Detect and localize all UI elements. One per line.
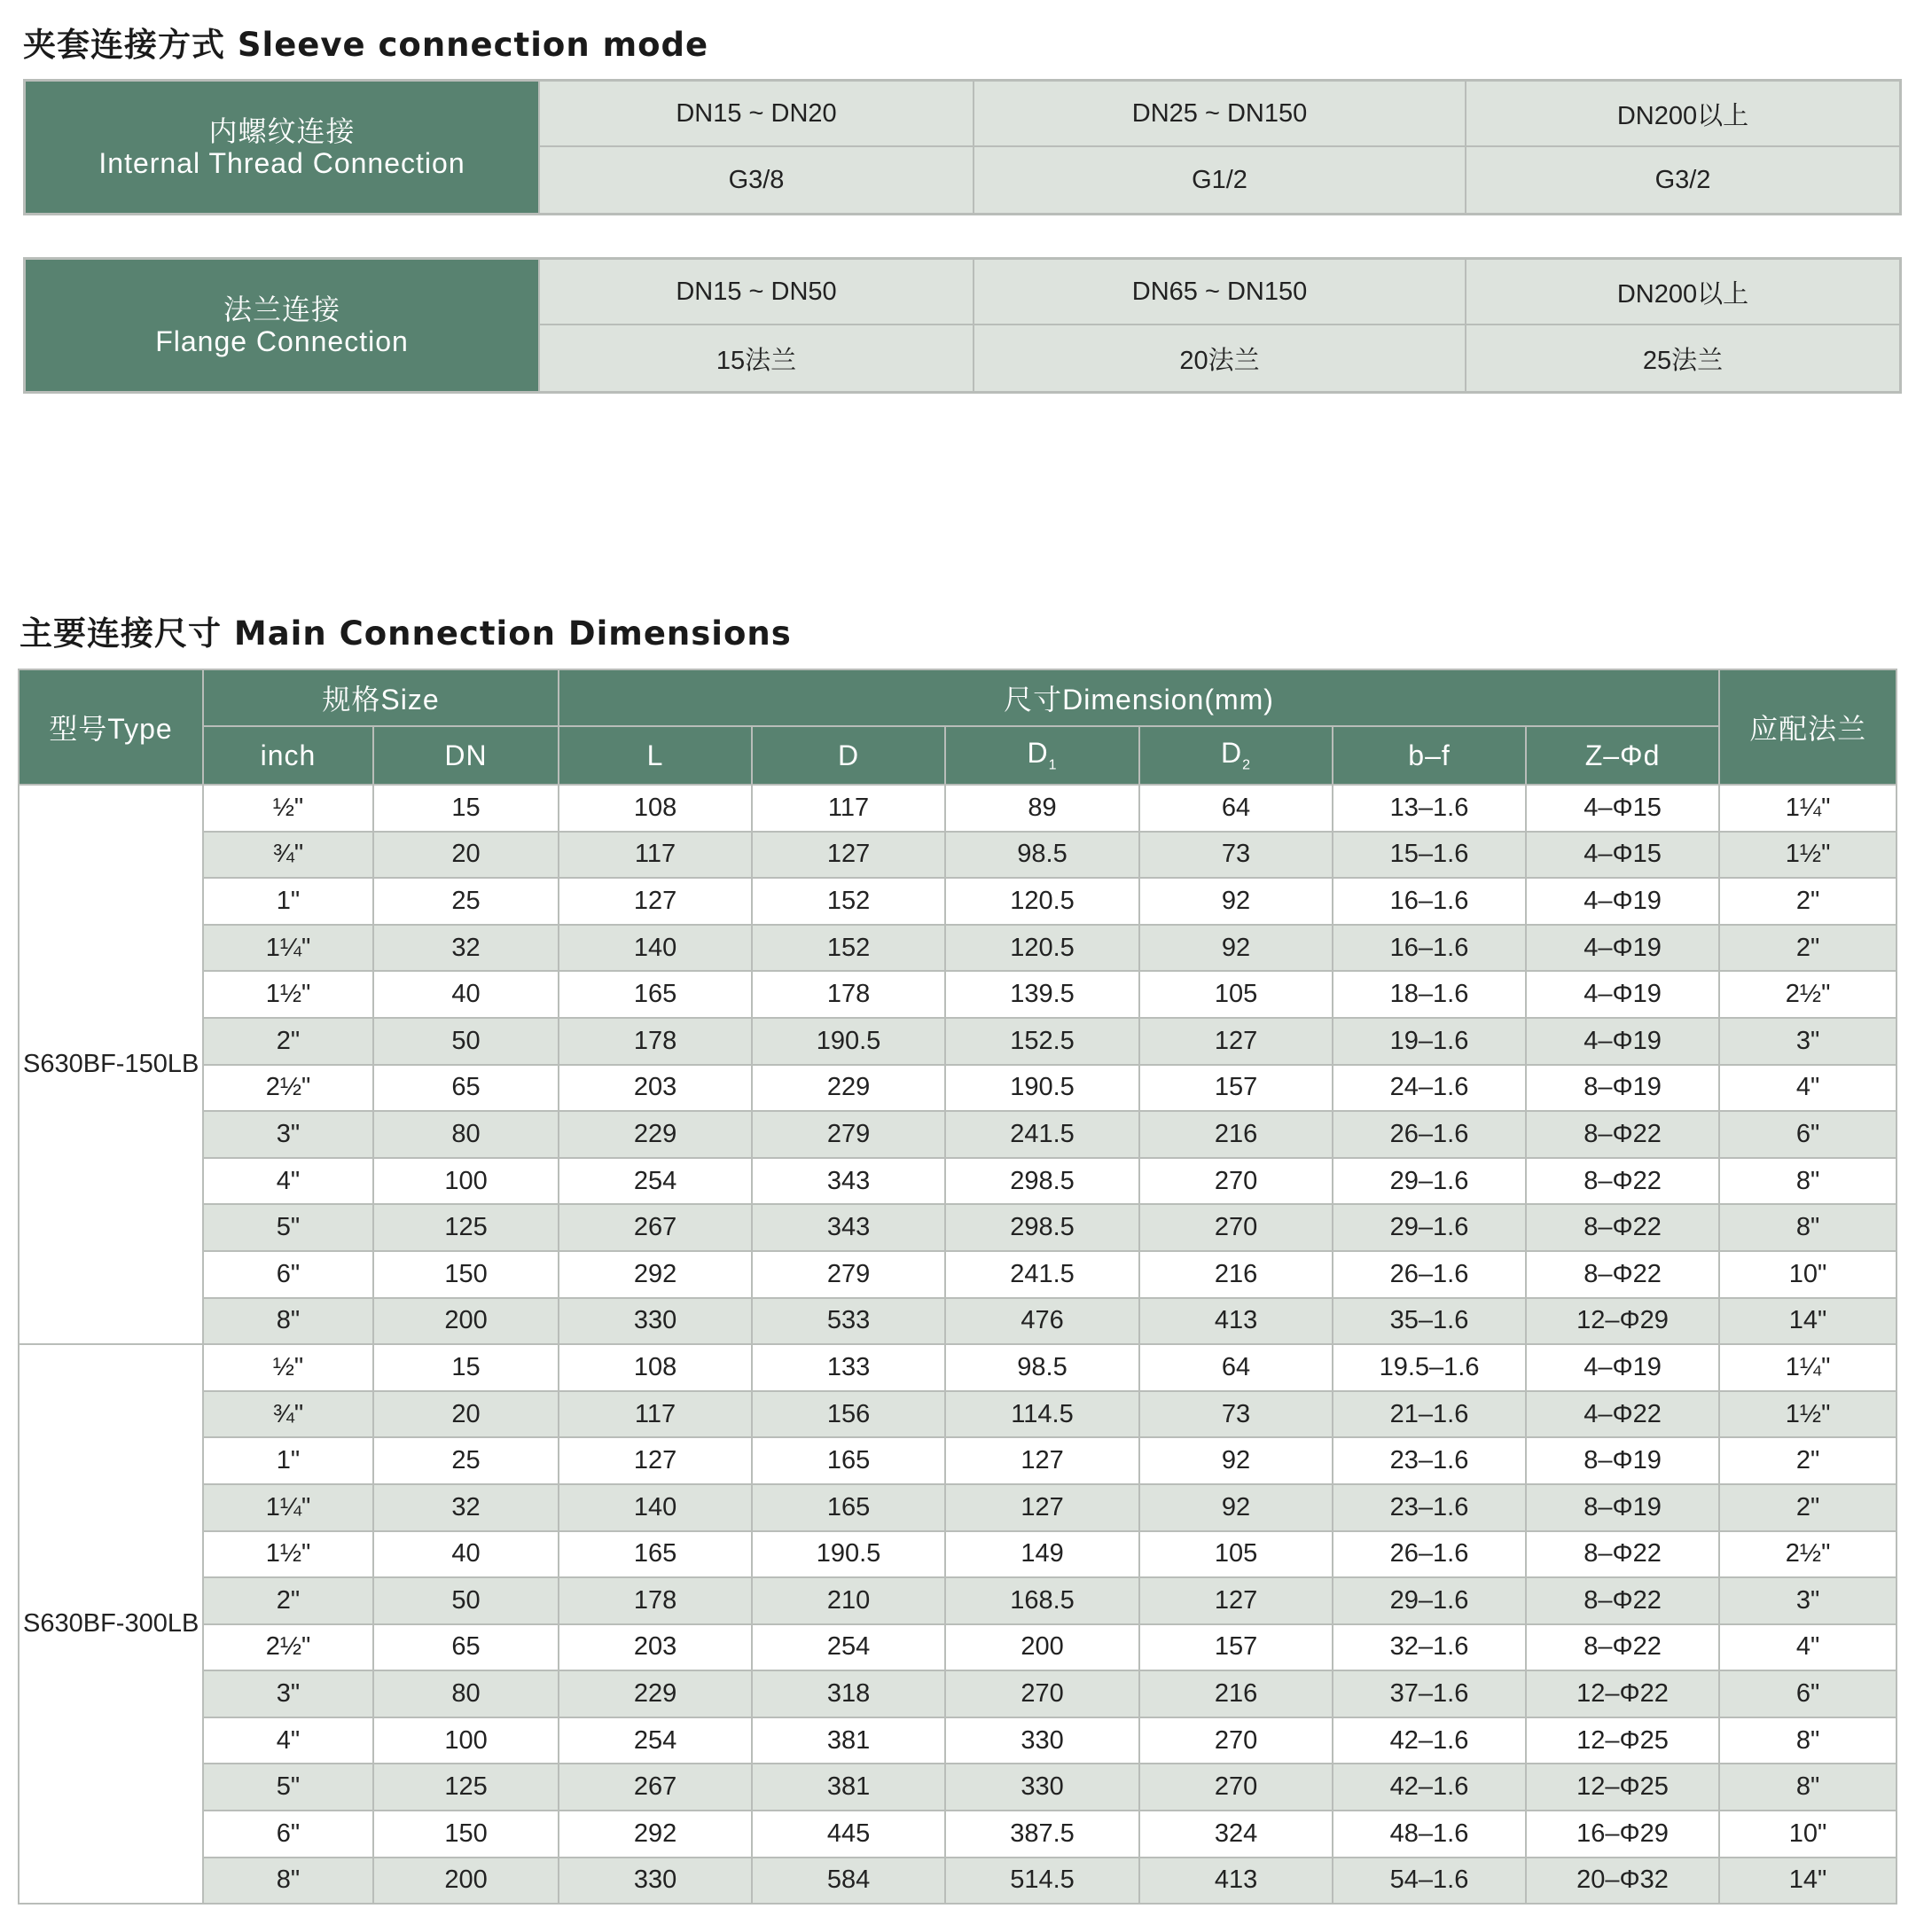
table-cell: 157 [1139,1065,1333,1112]
dimensions-table-body [19,785,1896,1904]
table-cell: 152.5 [945,1018,1139,1065]
table-cell: 8" [1719,1764,1896,1811]
table-cell: 514.5 [945,1858,1139,1905]
flange-value-cell: 15法兰 [540,325,974,391]
table-cell: 92 [1139,878,1333,925]
table-cell: 25 [373,878,559,925]
table-cell: 178 [559,1018,752,1065]
table-cell: 381 [752,1717,945,1764]
table-cell: 6" [203,1811,373,1858]
table-cell: 330 [945,1764,1139,1811]
table-row [19,785,1896,832]
table-cell: 8–Φ22 [1526,1624,1719,1671]
table-cell: 92 [1139,1484,1333,1531]
table-cell: 2½" [203,1624,373,1671]
table-cell: 1½" [1719,832,1896,879]
table-cell: 20–Φ32 [1526,1858,1719,1905]
table-cell: 279 [752,1111,945,1158]
header-d2-sub: 2 [1242,757,1252,773]
table-cell: 200 [373,1298,559,1345]
table-cell: 19–1.6 [1333,1018,1526,1065]
table-cell: 2" [1719,1437,1896,1484]
table-cell: 279 [752,1251,945,1298]
table-cell: 1" [203,878,373,925]
header-dimension: 尺寸Dimension(mm) [559,669,1719,726]
table-cell: 4" [203,1717,373,1764]
table-cell: 120.5 [945,925,1139,972]
header-size: 规格Size [203,669,559,726]
table-cell: 20 [373,1391,559,1438]
table-cell: 23–1.6 [1333,1437,1526,1484]
table-cell: ¾" [203,832,373,879]
table-cell: 12–Φ25 [1526,1717,1719,1764]
type-cell: S630BF-300LB [19,1344,203,1904]
dimensions-table-header [19,669,1896,785]
table-cell: 4–Φ19 [1526,971,1719,1018]
table-cell: 48–1.6 [1333,1811,1526,1858]
table-cell: 1½" [1719,1391,1896,1438]
table-cell: 32–1.6 [1333,1624,1526,1671]
table-cell: 1½" [203,1531,373,1578]
table-cell: 16–1.6 [1333,925,1526,972]
thread-connection-grid [540,82,1899,213]
table-cell: 42–1.6 [1333,1764,1526,1811]
table-cell: 2½" [1719,1531,1896,1578]
table-row [19,832,1896,879]
table-cell: 200 [373,1858,559,1905]
table-cell: 200 [945,1624,1139,1671]
table-cell: 318 [752,1670,945,1717]
header-inch: inch [203,726,373,785]
table-cell: 292 [559,1811,752,1858]
table-cell: 127 [1139,1018,1333,1065]
table-cell: 50 [373,1577,559,1624]
table-cell: 117 [559,832,752,879]
thread-range-cell: DN200以上 [1466,82,1899,147]
table-row [19,1344,1896,1391]
table-cell: 152 [752,925,945,972]
table-cell: 165 [752,1484,945,1531]
table-cell: 8–Φ19 [1526,1484,1719,1531]
table-cell: 2" [203,1018,373,1065]
table-cell: ½" [203,1344,373,1391]
table-row [19,1764,1896,1811]
table-cell: 120.5 [945,878,1139,925]
table-cell: 270 [1139,1158,1333,1205]
table-cell: 125 [373,1204,559,1251]
table-cell: 413 [1139,1858,1333,1905]
table-cell: 2" [1719,878,1896,925]
table-row [19,971,1896,1018]
table-cell: 157 [1139,1624,1333,1671]
thread-value-cell: G3/8 [540,147,974,213]
table-row [19,1717,1896,1764]
table-cell: 8" [203,1858,373,1905]
table-cell: 13–1.6 [1333,785,1526,832]
table-cell: 100 [373,1158,559,1205]
table-cell: 42–1.6 [1333,1717,1526,1764]
table-cell: 140 [559,925,752,972]
table-cell: 4" [1719,1624,1896,1671]
table-cell: 50 [373,1018,559,1065]
table-cell: 98.5 [945,832,1139,879]
table-cell: 117 [559,1391,752,1438]
flange-range-cell: DN200以上 [1466,260,1899,325]
table-cell: 73 [1139,1391,1333,1438]
table-cell: 64 [1139,1344,1333,1391]
table-cell: 216 [1139,1670,1333,1717]
thread-connection-label [26,82,540,213]
table-cell: 216 [1139,1111,1333,1158]
table-cell: 387.5 [945,1811,1139,1858]
table-cell: 14" [1719,1298,1896,1345]
table-cell: 178 [559,1577,752,1624]
table-cell: ½" [203,785,373,832]
thread-label-en: Internal Thread Connection [98,147,465,179]
table-cell: 190.5 [752,1018,945,1065]
table-cell: 241.5 [945,1251,1139,1298]
table-cell: 2½" [203,1065,373,1112]
table-cell: 330 [559,1858,752,1905]
table-cell: 26–1.6 [1333,1251,1526,1298]
table-cell: 12–Φ29 [1526,1298,1719,1345]
thread-range-cell: DN25 ~ DN150 [974,82,1466,147]
table-cell: 15 [373,1344,559,1391]
table-cell: 4–Φ19 [1526,925,1719,972]
table-cell: 98.5 [945,1344,1139,1391]
header-zd: Z–Φd [1526,726,1719,785]
flange-range-cell: DN15 ~ DN50 [540,260,974,325]
table-cell: 26–1.6 [1333,1111,1526,1158]
table-cell: 8–Φ22 [1526,1111,1719,1158]
table-cell: 267 [559,1204,752,1251]
type-cell: S630BF-150LB [19,785,203,1344]
table-cell: 216 [1139,1251,1333,1298]
table-cell: 168.5 [945,1577,1139,1624]
table-cell: 23–1.6 [1333,1484,1526,1531]
flange-label-cn: 法兰连接 [223,293,340,325]
table-row [19,1624,1896,1671]
table-cell: 6" [1719,1670,1896,1717]
table-cell: 40 [373,971,559,1018]
table-cell: 267 [559,1764,752,1811]
flange-connection-box [23,257,1902,394]
thread-label-cn: 内螺纹连接 [208,115,356,147]
thread-value-cell: G1/2 [974,147,1466,213]
table-cell: 65 [373,1065,559,1112]
table-cell: 127 [752,832,945,879]
table-cell: 165 [752,1437,945,1484]
table-row [19,1437,1896,1484]
thread-connection-box [23,79,1902,215]
table-cell: 54–1.6 [1333,1858,1526,1905]
table-cell: 125 [373,1764,559,1811]
table-cell: 127 [1139,1577,1333,1624]
table-cell: 40 [373,1531,559,1578]
flange-label-en: Flange Connection [155,325,409,357]
table-cell: 10" [1719,1251,1896,1298]
table-cell: 1¼" [203,925,373,972]
flange-connection-grid [540,260,1899,391]
table-cell: 270 [1139,1764,1333,1811]
table-cell: 165 [559,971,752,1018]
table-row [19,878,1896,925]
table-cell: 65 [373,1624,559,1671]
table-cell: 108 [559,1344,752,1391]
table-cell: 1" [203,1437,373,1484]
table-cell: 8–Φ22 [1526,1251,1719,1298]
table-cell: 330 [559,1298,752,1345]
header-d1-sub: 1 [1048,757,1058,773]
table-cell: 127 [945,1437,1139,1484]
table-cell: 413 [1139,1298,1333,1345]
table-row [19,1158,1896,1205]
table-cell: 114.5 [945,1391,1139,1438]
table-cell: 1¼" [1719,785,1896,832]
table-cell: 6" [1719,1111,1896,1158]
table-cell: 10" [1719,1811,1896,1858]
header-d1 [945,726,1139,785]
header-d2-label: D [1221,737,1243,770]
table-cell: 105 [1139,971,1333,1018]
dimensions-section-title: 主要连接尺寸 Main Connection Dimensions [20,614,792,653]
table-cell: 445 [752,1811,945,1858]
table-cell: 8–Φ22 [1526,1531,1719,1578]
table-cell: 73 [1139,832,1333,879]
table-cell: 190.5 [752,1531,945,1578]
table-cell: 26–1.6 [1333,1531,1526,1578]
table-cell: 330 [945,1717,1139,1764]
table-row [19,1111,1896,1158]
dimensions-table [18,669,1897,1905]
table-cell: 343 [752,1158,945,1205]
table-cell: 24–1.6 [1333,1065,1526,1112]
table-row [19,1811,1896,1858]
table-cell: 6" [203,1251,373,1298]
table-cell: 1½" [203,971,373,1018]
table-cell: 3" [203,1111,373,1158]
table-row [19,1065,1896,1112]
table-cell: 8–Φ19 [1526,1065,1719,1112]
table-cell: 127 [559,878,752,925]
table-cell: 127 [559,1437,752,1484]
flange-value-cell: 25法兰 [1642,346,1724,375]
table-cell: 14" [1719,1858,1896,1905]
thread-value-cell: G3/2 [1654,165,1711,194]
table-cell: 139.5 [945,971,1139,1018]
header-d: D [752,726,945,785]
table-cell: 8" [1719,1158,1896,1205]
table-cell: 254 [559,1717,752,1764]
table-row [19,1858,1896,1905]
table-cell: 584 [752,1858,945,1905]
table-cell: 35–1.6 [1333,1298,1526,1345]
table-cell: 92 [1139,925,1333,972]
table-cell: 241.5 [945,1111,1139,1158]
table-cell: 89 [945,785,1139,832]
table-cell: 3" [203,1670,373,1717]
table-cell: 4" [1719,1065,1896,1112]
table-row [19,1251,1896,1298]
header-d1-label: D [1027,737,1049,770]
table-cell: 12–Φ25 [1526,1764,1719,1811]
table-cell: 229 [559,1670,752,1717]
table-cell: 8–Φ19 [1526,1437,1719,1484]
header-bf: b–f [1333,726,1526,785]
table-cell: 3" [1719,1577,1896,1624]
table-cell: 4–Φ19 [1526,1344,1719,1391]
table-cell: 37–1.6 [1333,1670,1526,1717]
table-cell: 8–Φ22 [1526,1577,1719,1624]
table-cell: 533 [752,1298,945,1345]
header-type: 型号Type [19,669,203,785]
table-cell: 3" [1719,1018,1896,1065]
table-cell: 150 [373,1811,559,1858]
table-cell: 80 [373,1670,559,1717]
table-row [19,1531,1896,1578]
table-cell: 4–Φ15 [1526,832,1719,879]
table-cell: 324 [1139,1811,1333,1858]
table-cell: 150 [373,1251,559,1298]
table-cell: 8" [1719,1717,1896,1764]
table-cell: 19.5–1.6 [1333,1344,1526,1391]
table-cell: 5" [203,1204,373,1251]
table-cell: 4–Φ19 [1526,1018,1719,1065]
table-cell: 8–Φ22 [1526,1158,1719,1205]
table-cell: 229 [752,1065,945,1112]
table-cell: 2½" [1719,971,1896,1018]
flange-connection-label [26,260,540,391]
table-row [19,1391,1896,1438]
table-cell: 108 [559,785,752,832]
table-cell: 343 [752,1204,945,1251]
flange-range-cell: DN65 ~ DN150 [974,260,1466,325]
table-cell: 178 [752,971,945,1018]
table-cell: 2" [203,1577,373,1624]
table-cell: 5" [203,1764,373,1811]
table-row [19,1577,1896,1624]
table-cell: 127 [945,1484,1139,1531]
table-cell: 381 [752,1764,945,1811]
table-cell: 25 [373,1437,559,1484]
sleeve-section-title: 夹套连接方式 Sleeve connection mode [23,26,709,64]
table-cell: 15–1.6 [1333,832,1526,879]
header-l: L [559,726,752,785]
table-cell: ¾" [203,1391,373,1438]
table-cell: 4–Φ15 [1526,785,1719,832]
table-cell: 92 [1139,1437,1333,1484]
header-d2 [1139,726,1333,785]
table-cell: 210 [752,1577,945,1624]
table-cell: 133 [752,1344,945,1391]
table-cell: 270 [1139,1204,1333,1251]
table-cell: 15 [373,785,559,832]
table-row [19,1298,1896,1345]
table-cell: 270 [945,1670,1139,1717]
table-cell: 12–Φ22 [1526,1670,1719,1717]
table-cell: 20 [373,832,559,879]
table-cell: 229 [559,1111,752,1158]
table-cell: 140 [559,1484,752,1531]
table-cell: 165 [559,1531,752,1578]
table-cell: 8" [1719,1204,1896,1251]
table-cell: 80 [373,1111,559,1158]
table-row [19,1204,1896,1251]
table-cell: 32 [373,1484,559,1531]
table-cell: 254 [559,1158,752,1205]
table-cell: 29–1.6 [1333,1204,1526,1251]
table-cell: 203 [559,1065,752,1112]
table-cell: 4" [203,1158,373,1205]
table-cell: 156 [752,1391,945,1438]
table-cell: 29–1.6 [1333,1577,1526,1624]
table-cell: 21–1.6 [1333,1391,1526,1438]
table-cell: 64 [1139,785,1333,832]
table-cell: 16–1.6 [1333,878,1526,925]
table-cell: 270 [1139,1717,1333,1764]
table-cell: 8–Φ22 [1526,1204,1719,1251]
table-cell: 117 [752,785,945,832]
table-cell: 32 [373,925,559,972]
table-cell: 190.5 [945,1065,1139,1112]
table-cell: 298.5 [945,1158,1139,1205]
header-flange: 应配法兰 [1719,669,1896,785]
table-cell: 29–1.6 [1333,1158,1526,1205]
table-cell: 2" [1719,925,1896,972]
table-row [19,1018,1896,1065]
table-cell: 8" [203,1298,373,1345]
table-cell: 18–1.6 [1333,971,1526,1018]
table-cell: 298.5 [945,1204,1139,1251]
table-cell: 149 [945,1531,1139,1578]
table-cell: 16–Φ29 [1526,1811,1719,1858]
header-dn: DN [373,726,559,785]
table-cell: 105 [1139,1531,1333,1578]
table-cell: 4–Φ19 [1526,878,1719,925]
flange-value-cell: 20法兰 [974,325,1466,391]
thread-range-cell: DN15 ~ DN20 [540,82,974,147]
table-cell: 203 [559,1624,752,1671]
table-cell: 100 [373,1717,559,1764]
table-cell: 476 [945,1298,1139,1345]
table-cell: 4–Φ22 [1526,1391,1719,1438]
table-cell: 1¼" [1719,1344,1896,1391]
table-cell: 292 [559,1251,752,1298]
table-cell: 1¼" [203,1484,373,1531]
table-cell: 254 [752,1624,945,1671]
table-cell: 152 [752,878,945,925]
table-row [19,1484,1896,1531]
table-cell: 2" [1719,1484,1896,1531]
table-row [19,925,1896,972]
table-row [19,1670,1896,1717]
